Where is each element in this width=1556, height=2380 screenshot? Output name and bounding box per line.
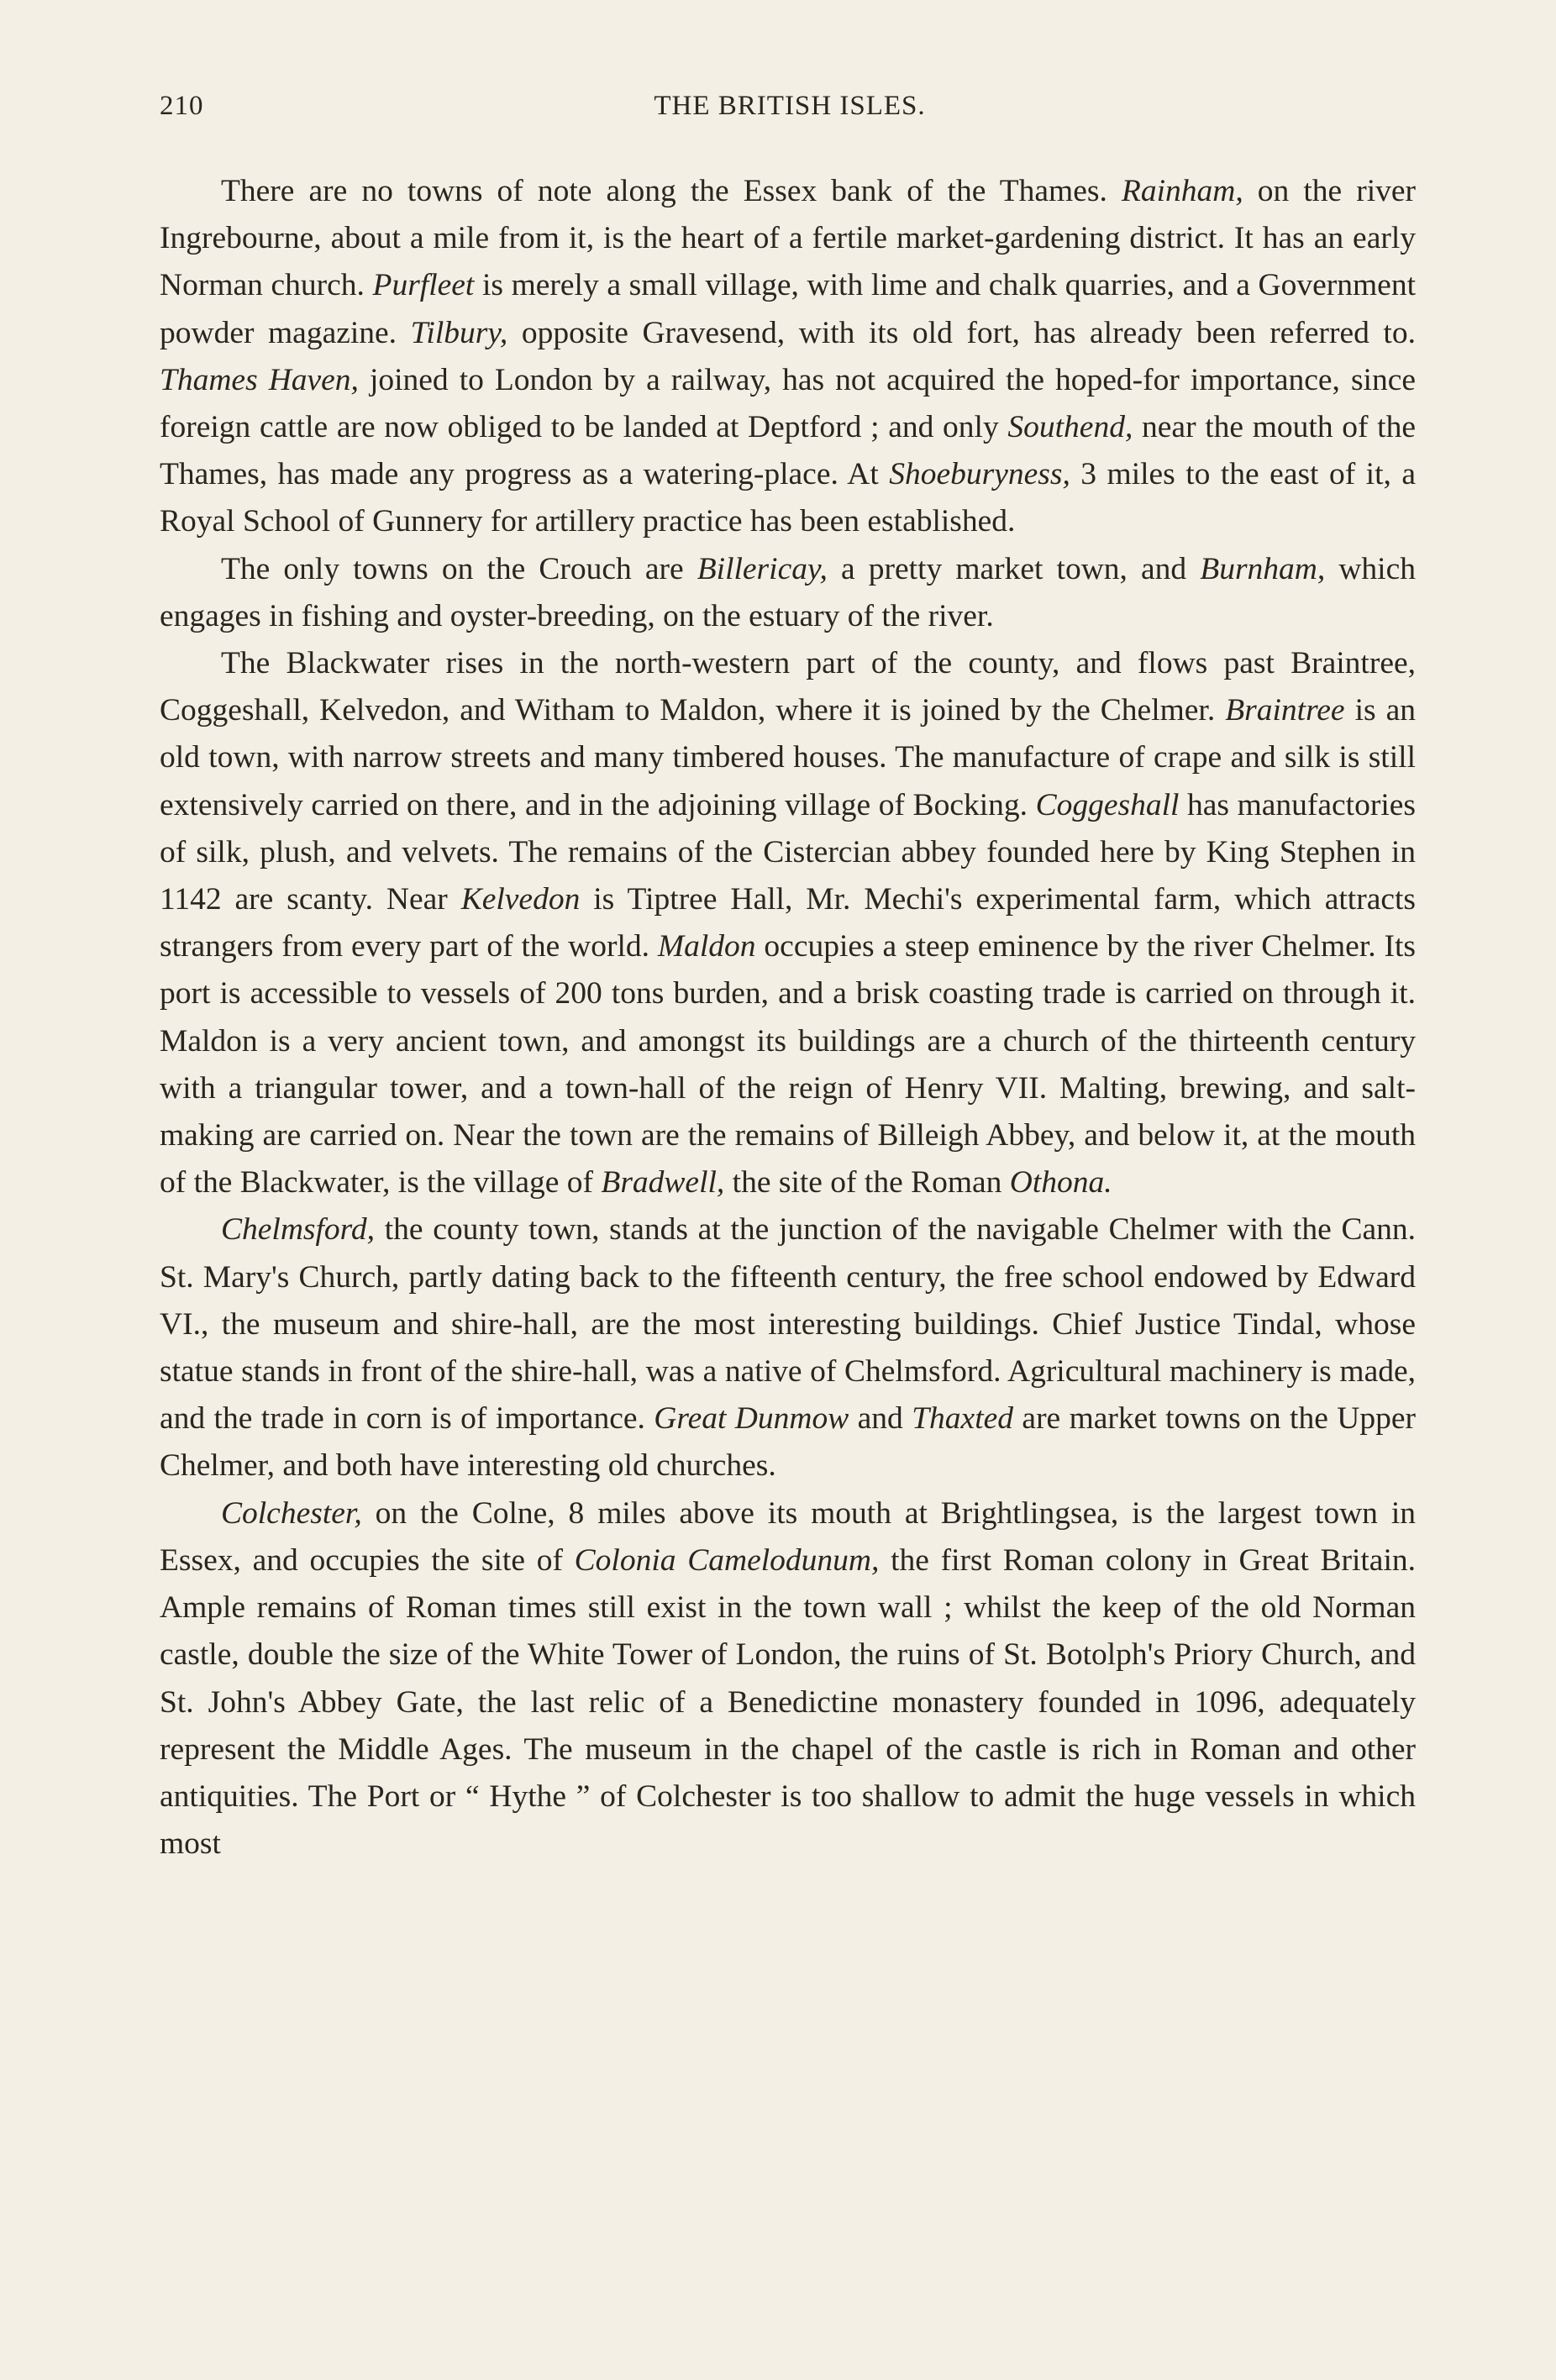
text-run: The only towns on the Crouch are (221, 551, 697, 586)
paragraph (160, 640, 1416, 1206)
text-run: and (849, 1401, 912, 1437)
italic-place-name: Rainham, (1121, 174, 1243, 208)
text-run: on the river Ingrebourne, about a mile from it, is the heart of a fertile market-gardening district. It has an early Norman church. (160, 174, 1416, 303)
text-run: a pretty market town, and (827, 551, 1201, 586)
italic-place-name: Kelvedon (460, 882, 581, 917)
text-run: has manufactories of silk, plush, and velvets. The remains of the Cistercian abbey founded here by King Stephen in 1142 are scanty. Near (160, 787, 1416, 917)
body-text (160, 168, 1416, 1868)
text-run: is merely a small village, with lime and chalk quarries, and a Government powder magazine. (160, 268, 1416, 350)
italic-place-name: Great Dunmow (654, 1401, 849, 1437)
paragraph (160, 168, 1416, 546)
italic-place-name: Burnham, (1200, 551, 1326, 586)
paragraph (160, 1490, 1416, 1868)
text-run: on the Colne, 8 miles above its mouth at Brightlingsea, is the largest town in Essex, and occupies the site of (160, 1495, 1416, 1578)
italic-place-name: Chelmsford, (221, 1212, 375, 1248)
italic-place-name: Thames Haven, (160, 362, 359, 397)
text-run: are market towns on the Upper Chelmer, and both have interesting old churches. (160, 1401, 1416, 1484)
italic-place-name: Tilbury, (410, 315, 508, 350)
running-title: THE BRITISH ISLES. (654, 91, 926, 121)
text-run: which engages in fishing and oyster-breeding, on the estuary of the river. (160, 551, 1416, 633)
italic-place-name: Coggeshall (1035, 787, 1180, 822)
italic-place-name: Colchester, (221, 1495, 362, 1531)
page-header (160, 91, 1420, 133)
text-run: near the mouth of the Thames, has made any progress as a watering-place. At (160, 410, 1416, 492)
text-run: There are no towns of note along the Essex bank of the Thames. (221, 174, 1122, 208)
text-run: occupies a steep eminence by the river Chelmer. Its port is accessible to vessels of 200 tons burden, and a brisk coasting trade is carried on through it. Maldon is a very ancient town, and amongst its buildings are a church of the thirteenth century with a triangular tower, and a town-hall of the reign of Henry VII. Malting, brewing, and salt-making are carried on. Near the town are the remains of Billeigh Abbey, and below it, at the mouth of the Blackwater, is the village of (160, 929, 1416, 1201)
italic-place-name: Bradwell, (601, 1165, 725, 1201)
italic-place-name: Colonia Camelodunum, (574, 1542, 880, 1578)
italic-place-name: Othona. (1009, 1165, 1112, 1201)
text-run: the county town, stands at the junction of the navigable Chelmer with the Cann. St. Mary's Church, partly dating back to the fifteenth century, the free school endowed by Edward VI., the museum and shire-hall, are the most interesting buildings. Chief Justice Tindal, whose statue stands in front of the shire-hall, was a native of Chelmsford. Agricultural machinery is made, and the trade in corn is of importance. (160, 1212, 1416, 1437)
paragraph (160, 546, 1416, 640)
page-number: 210 (160, 91, 204, 121)
text-run: joined to London by a railway, has not acquired the hoped-for importance, since foreign cattle are now obliged to be landed at Deptford ; and only (160, 362, 1416, 445)
text-run: the site of the Roman (724, 1165, 1010, 1201)
text-run: the first Roman colony in Great Britain. Ample remains of Roman times still exist in the town wall ; whilst the keep of the old Norman castle, double the size of the White Tower of London, the ruins of St. Botolph's Priory Church, and St. John's Abbey Gate, the last relic of a Benedictine monastery founded in 1096, adequately represent the Middle Ages. The museum in the chapel of the castle is rich in Roman and other antiquities. The Port or “ Hythe ” of Colchester is too shallow to admit the huge vessels in which most (160, 1542, 1417, 1862)
text-run: is Tiptree Hall, Mr. Mechi's experimental farm, which attracts strangers from every part of the world. (160, 882, 1416, 964)
italic-place-name: Southend, (1007, 410, 1133, 445)
text-run: 3 miles to the east of it, a Royal School of Gunnery for artillery practice has been established. (160, 457, 1417, 539)
italic-place-name: Maldon (657, 929, 756, 964)
italic-place-name: Shoeburyness, (889, 457, 1070, 492)
italic-place-name: Purfleet (372, 268, 475, 303)
italic-place-name: Braintree (1225, 693, 1345, 728)
italic-place-name: Thaxted (912, 1401, 1014, 1437)
paragraph (160, 1206, 1416, 1489)
text-run: is an old town, with narrow streets and many timbered houses. The manufacture of crape and silk is still extensively carried on there, and in the adjoining village of Bocking. (160, 693, 1416, 822)
text-run: opposite Gravesend, with its old fort, has already been referred to. (507, 315, 1416, 350)
italic-place-name: Billericay, (697, 551, 828, 586)
text-run: The Blackwater rises in the north-western part of the county, and flows past Braintree, Coggeshall, Kelvedon, and Witham to Maldon, where it is joined by the Chelmer. (160, 646, 1416, 728)
